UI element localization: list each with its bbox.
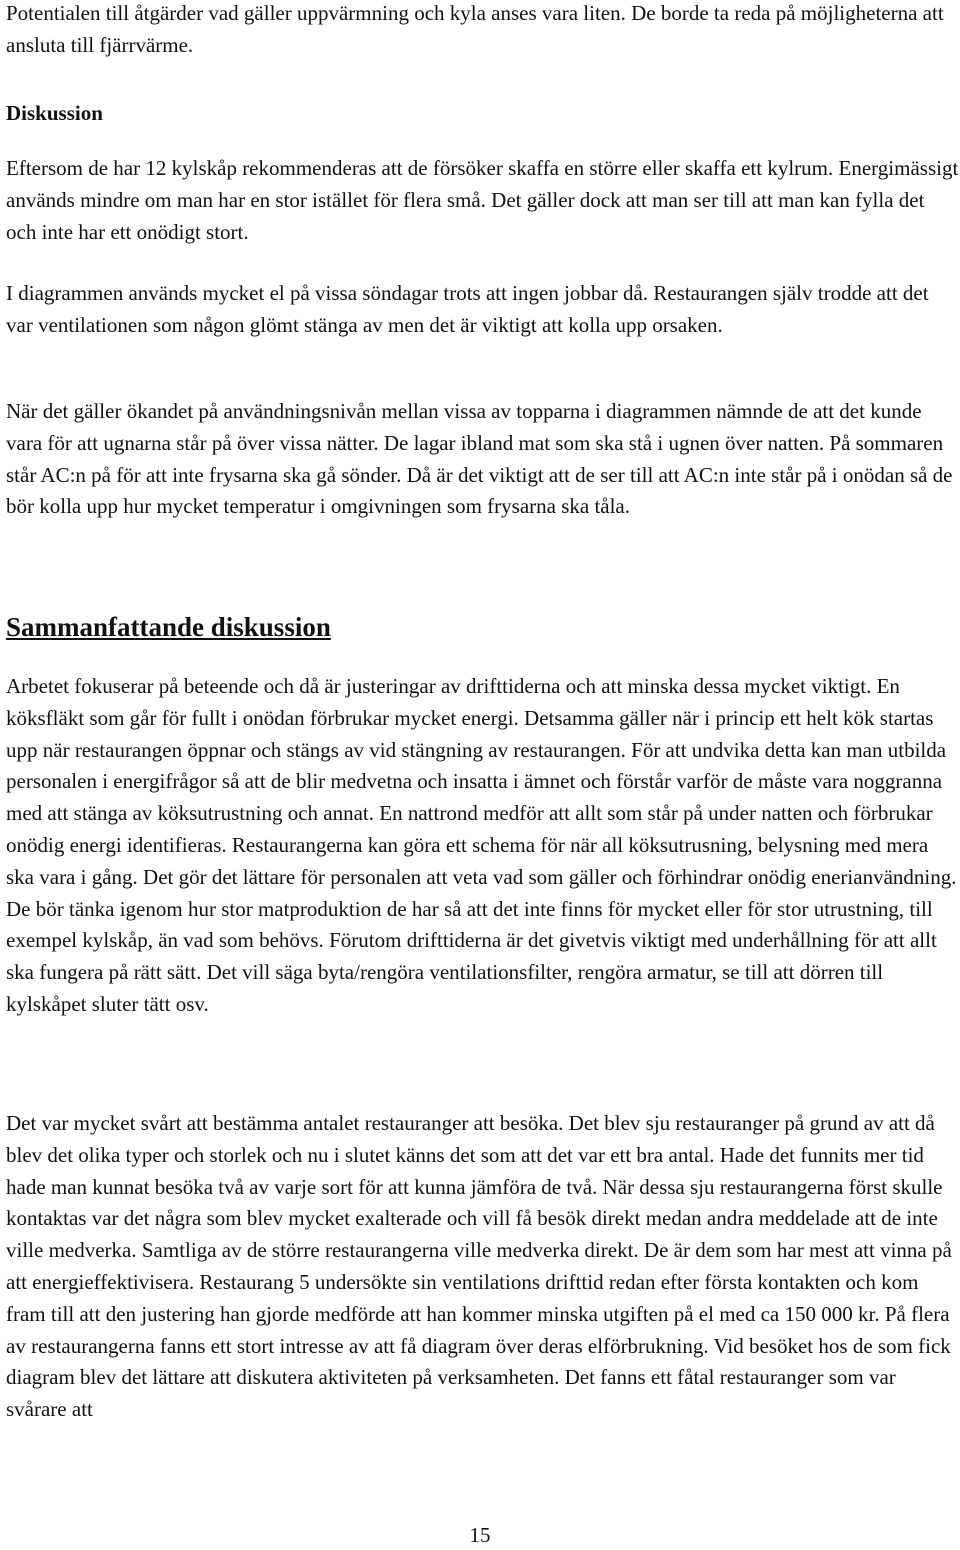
page-number: 15 — [469, 1523, 491, 1547]
summary-paragraph: Arbetet fokuserar på beteende och då är justeringar av drifttiderna och att minska dessa mycket viktigt. En köksfläkt som går för fullt i onödan förbrukar mycket energi. Detsamma gäller när i princip ett helt kök startas upp när restaurangen öppnar och stängs av vid stängning av restaurangen. För att undvika detta kan man utbilda personalen i energifrågor så att de blir medvetna och insatta i ämnet och förstår varför de måste vara noggranna med att stänga av köksutrustning och annat. En nattrond medför att allt som står på under natten och förbrukar onödig energi identifieras. Restaurangerna kan göra ett schema för när all köksutrusning, belysning med mera ska vara i gång. Det gör det lättare för personalen att veta vad som gäller och förhindrar onödig enerianvändning. De bör tänka igenom hur stor matproduktion de har så att det inte finns för mycket eller för stor utrustning, till exempel kylskåp, än vad som behövs. Förutom drifttiderna är det givetvis viktigt med underhållning för att allt ska fungera på rätt sätt. Det vill säga byta/rengöra ventilationsfilter, rengöra armatur, se till att dörren till kylskåpet sluter tätt osv. — [6, 674, 957, 1016]
summary-paragraph: Det var mycket svårt att bestämma antalet restauranger att besöka. Det blev sju restauranger på grund av att då blev det olika typer och storlek och nu i slutet känns det som att det var ett bra antal. Hade det funnits mer tid hade man kunnat besöka två av varje sort för att kunna jämföra de två. När dessa sju restaurangerna först skulle kontaktas var det några som blev mycket exalterade och vill få besök direkt medan andra meddelade att de inte ville medverka. Samtliga av de större restaurangerna ville medverka direkt. De är dem som har mest att vinna på att energieffektivisera. Restaurang 5 undersökte sin ventilations drifttid redan efter första kontakten och kom fram till att den justering han gjorde medförde att han kommer minska utgiften på el med ca 150 000 kr. På flera av restaurangerna fanns ett stort intresse av att få diagram över deras elförbrukning. Vid besöket hos de som fick diagram blev det lättare att diskutera aktiviteten på verksamheten. Det fanns ett fåtal restauranger som var svårare att — [6, 1111, 952, 1422]
summary-heading: Sammanfattande diskussion — [6, 612, 331, 642]
discussion-paragraph: När det gäller ökandet på användningsnivån mellan vissa av topparna i diagrammen nämnde de att det kunde vara för att ugnarna står på över vissa nätter. De lagar ibland mat som ska stå i ugnen över natten. På sommaren står AC:n på för att inte frysarna ska gå sönder. Då är det viktigt att de ser till att AC:n inte står på i onödan så de bör kolla upp hur mycket temperatur i omgivningen som frysarna ska tåla. — [6, 399, 953, 519]
discussion-heading: Diskussion — [6, 101, 103, 125]
intro-paragraph: Potentialen till åtgärder vad gäller uppvärmning och kyla anses vara liten. De borde ta reda på möjligheterna att ansluta till fjärrvärme. — [6, 1, 944, 57]
discussion-paragraph: I diagrammen används mycket el på vissa söndagar trots att ingen jobbar då. Restaurangen själv trodde att det var ventilationen som någon glömt stänga av men det är viktigt att kolla upp orsaken. — [6, 281, 929, 337]
discussion-paragraph: Eftersom de har 12 kylskåp rekommenderas att de försöker skaffa en större eller skaffa ett kylrum. Energimässigt används mindre om man har en stor istället för flera små. Det gäller dock att man ser till att man kan fylla det och inte har ett onödigt stort. — [6, 156, 959, 244]
